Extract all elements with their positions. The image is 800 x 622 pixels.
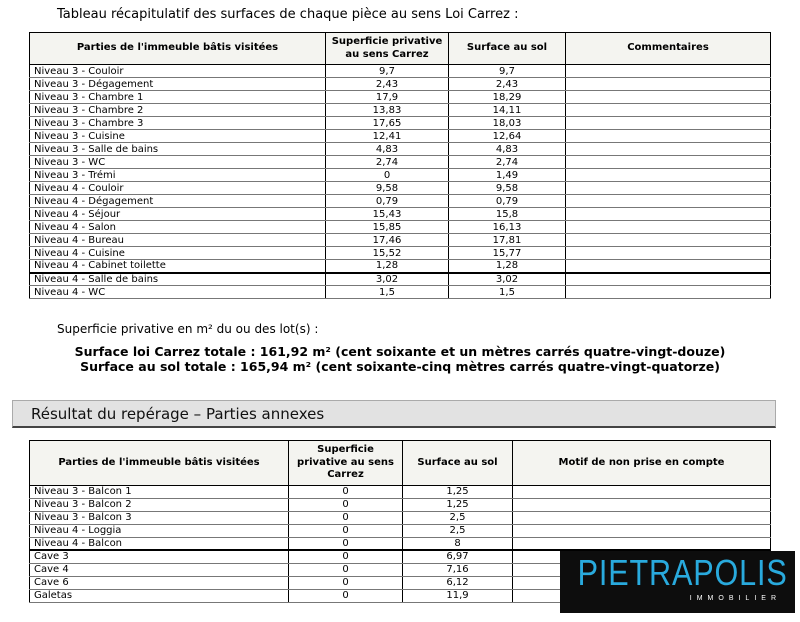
- cell-motif: [513, 537, 771, 550]
- cell-name: Niveau 3 - Dégagement: [30, 78, 326, 91]
- cell-sol: 6,12: [403, 576, 513, 589]
- cell-name: Niveau 4 - WC: [30, 286, 326, 299]
- table-row: [30, 537, 771, 550]
- table-row: [30, 143, 771, 156]
- cell-name: Niveau 3 - Balcon 1: [30, 485, 289, 498]
- cell-sol: 1,5: [449, 286, 566, 299]
- table-row: [30, 130, 771, 143]
- cell-comment: [566, 130, 771, 143]
- cell-sol: 3,02: [449, 273, 566, 286]
- pietrapolis-logo: [560, 551, 795, 613]
- cell-carrez: 0: [289, 524, 403, 537]
- annexes-section-heading: [12, 400, 776, 428]
- cell-sol: 0,79: [449, 195, 566, 208]
- cell-name: Niveau 3 - Chambre 2: [30, 104, 326, 117]
- cell-sol: 1,25: [403, 485, 513, 498]
- logo-tagline-text: IMMOBILIER: [689, 595, 781, 602]
- cell-comment: [566, 169, 771, 182]
- cell-comment: [566, 182, 771, 195]
- cell-comment: [566, 65, 771, 78]
- cell-carrez: 15,52: [326, 247, 449, 260]
- table-row: [30, 65, 771, 78]
- table-row: [30, 156, 771, 169]
- cell-carrez: 1,28: [326, 260, 449, 273]
- cell-comment: [566, 286, 771, 299]
- cell-carrez: 0: [289, 563, 403, 576]
- table-row: [30, 273, 771, 286]
- cell-name: Niveau 3 - Chambre 1: [30, 91, 326, 104]
- cell-motif: [513, 498, 771, 511]
- table-row: [30, 234, 771, 247]
- section-heading-label: Résultat du repérage – Parties annexes: [31, 404, 325, 423]
- cell-carrez: 0: [289, 550, 403, 563]
- cell-comment: [566, 156, 771, 169]
- carrez-total-line: Surface loi Carrez totale : 161,92 m² (cent soixante et un mètres carrés quatre-vingt-douze): [74, 344, 726, 359]
- table-row: [30, 260, 771, 273]
- cell-sol: 4,83: [449, 143, 566, 156]
- cell-comment: [566, 234, 771, 247]
- cell-sol: 18,03: [449, 117, 566, 130]
- cell-carrez: 15,85: [326, 221, 449, 234]
- cell-name: Niveau 3 - Balcon 2: [30, 498, 289, 511]
- cell-comment: [566, 260, 771, 273]
- cell-name: Niveau 4 - Cabinet toilette: [30, 260, 326, 273]
- cell-sol: 8: [403, 537, 513, 550]
- table-header-row: [30, 441, 771, 486]
- cell-carrez: 9,7: [326, 65, 449, 78]
- cell-name: Niveau 3 - Couloir: [30, 65, 326, 78]
- cell-carrez: 0: [289, 576, 403, 589]
- table-row: [30, 169, 771, 182]
- cell-motif: [513, 524, 771, 537]
- cell-carrez: 17,65: [326, 117, 449, 130]
- cell-carrez: 15,43: [326, 208, 449, 221]
- cell-sol: 1,49: [449, 169, 566, 182]
- column-header: Motif de non prise en compte: [513, 441, 771, 486]
- cell-carrez: 2,74: [326, 156, 449, 169]
- cell-comment: [566, 195, 771, 208]
- cell-carrez: 2,43: [326, 78, 449, 91]
- cell-name: Galetas: [30, 589, 289, 602]
- sol-total-line: Surface au sol totale : 165,94 m² (cent soixante-cinq mètres carrés quatre-vingt-quatorze): [80, 359, 720, 374]
- table-header-row: [30, 33, 771, 65]
- cell-carrez: 3,02: [326, 273, 449, 286]
- cell-carrez: 17,9: [326, 91, 449, 104]
- cell-sol: 1,28: [449, 260, 566, 273]
- cell-name: Niveau 4 - Balcon: [30, 537, 289, 550]
- cell-comment: [566, 91, 771, 104]
- cell-motif: [513, 485, 771, 498]
- column-header: Parties de l'immeuble bâtis visitées: [30, 33, 326, 65]
- cell-carrez: 0: [289, 485, 403, 498]
- cell-sol: 14,11: [449, 104, 566, 117]
- cell-sol: 2,43: [449, 78, 566, 91]
- column-header: Commentaires: [566, 33, 771, 65]
- table-row: [30, 104, 771, 117]
- cell-carrez: 0: [326, 169, 449, 182]
- table-row: [30, 117, 771, 130]
- cell-sol: 11,9: [403, 589, 513, 602]
- cell-comment: [566, 143, 771, 156]
- cell-carrez: 4,83: [326, 143, 449, 156]
- table-row: [30, 221, 771, 234]
- cell-name: Niveau 4 - Bureau: [30, 234, 326, 247]
- cell-sol: 9,58: [449, 182, 566, 195]
- cell-carrez: 0: [289, 498, 403, 511]
- cell-carrez: 9,58: [326, 182, 449, 195]
- cell-name: Niveau 3 - Cuisine: [30, 130, 326, 143]
- table-row: [30, 498, 771, 511]
- cell-name: Niveau 3 - Trémi: [30, 169, 326, 182]
- cell-name: Niveau 4 - Dégagement: [30, 195, 326, 208]
- cell-name: Niveau 4 - Loggia: [30, 524, 289, 537]
- table-row: [30, 524, 771, 537]
- table-row: [30, 485, 771, 498]
- table-row: [30, 78, 771, 91]
- table-row: [30, 208, 771, 221]
- table-row: [30, 286, 771, 299]
- cell-sol: 17,81: [449, 234, 566, 247]
- cell-sol: 15,77: [449, 247, 566, 260]
- summary-intro: Superficie privative en m² du ou des lot(s) :: [57, 322, 319, 336]
- column-header: Superficie privative au sens Carrez: [326, 33, 449, 65]
- cell-name: Cave 4: [30, 563, 289, 576]
- table-row: [30, 511, 771, 524]
- cell-name: Niveau 4 - Salle de bains: [30, 273, 326, 286]
- table-row: [30, 247, 771, 260]
- cell-carrez: 17,46: [326, 234, 449, 247]
- cell-sol: 2,5: [403, 511, 513, 524]
- cell-sol: 18,29: [449, 91, 566, 104]
- logo-brand-text: PIETRAPOLIS: [577, 552, 788, 593]
- cell-name: Cave 6: [30, 576, 289, 589]
- cell-carrez: 0: [289, 537, 403, 550]
- cell-name: Cave 3: [30, 550, 289, 563]
- cell-sol: 9,7: [449, 65, 566, 78]
- cell-carrez: 0: [289, 511, 403, 524]
- cell-name: Niveau 3 - Chambre 3: [30, 117, 326, 130]
- cell-name: Niveau 4 - Séjour: [30, 208, 326, 221]
- cell-name: Niveau 4 - Cuisine: [30, 247, 326, 260]
- cell-name: Niveau 3 - Balcon 3: [30, 511, 289, 524]
- cell-motif: [513, 511, 771, 524]
- cell-comment: [566, 221, 771, 234]
- column-header: Parties de l'immeuble bâtis visitées: [30, 441, 289, 486]
- cell-carrez: 1,5: [326, 286, 449, 299]
- table-row: [30, 91, 771, 104]
- cell-comment: [566, 208, 771, 221]
- carrez-surfaces-table: [29, 32, 771, 299]
- cell-comment: [566, 117, 771, 130]
- cell-comment: [566, 78, 771, 91]
- cell-name: Niveau 3 - WC: [30, 156, 326, 169]
- table-row: [30, 182, 771, 195]
- cell-carrez: 0,79: [326, 195, 449, 208]
- cell-sol: 2,5: [403, 524, 513, 537]
- cell-sol: 6,97: [403, 550, 513, 563]
- cell-carrez: 0: [289, 589, 403, 602]
- cell-sol: 16,13: [449, 221, 566, 234]
- cell-sol: 1,25: [403, 498, 513, 511]
- column-header: Surface au sol: [403, 441, 513, 486]
- column-header: Surface au sol: [449, 33, 566, 65]
- cell-sol: 15,8: [449, 208, 566, 221]
- cell-carrez: 13,83: [326, 104, 449, 117]
- cell-name: Niveau 3 - Salle de bains: [30, 143, 326, 156]
- cell-comment: [566, 104, 771, 117]
- cell-comment: [566, 247, 771, 260]
- page-title: Tableau récapitulatif des surfaces de chaque pièce au sens Loi Carrez :: [57, 7, 519, 22]
- cell-carrez: 12,41: [326, 130, 449, 143]
- cell-name: Niveau 4 - Couloir: [30, 182, 326, 195]
- table-row: [30, 195, 771, 208]
- column-header: Superficie privative au sens Carrez: [289, 441, 403, 486]
- cell-name: Niveau 4 - Salon: [30, 221, 326, 234]
- cell-comment: [566, 273, 771, 286]
- cell-sol: 12,64: [449, 130, 566, 143]
- cell-sol: 7,16: [403, 563, 513, 576]
- cell-sol: 2,74: [449, 156, 566, 169]
